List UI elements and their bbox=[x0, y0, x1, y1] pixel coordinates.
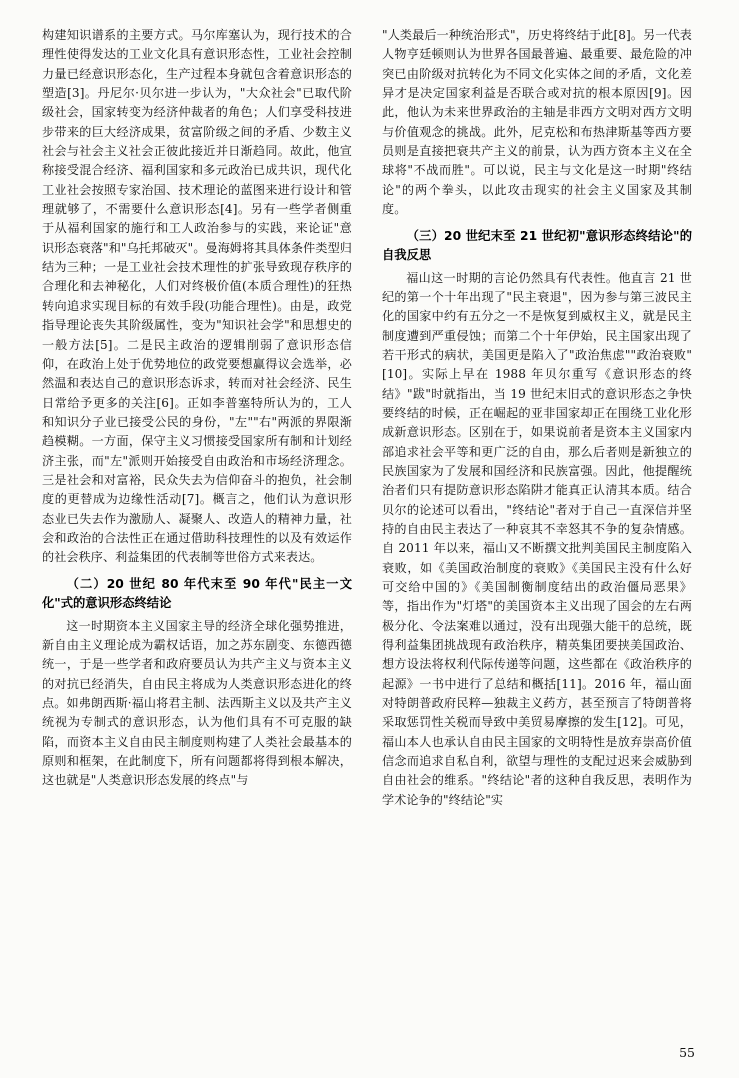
left-column bbox=[42, 26, 352, 1026]
paragraph: 这一时期资本主义国家主导的经济全球化强势推进，新自由主义理论成为霸权话语，加之苏东剧变、东德西德统一，于是一些学者和政府要员认为共产主义与资本主义的对抗已经消失，自由民主将成为人类意识形态进化的终点。如弗朗西斯·福山将君主制、法西斯主义以及共产主义统视为专制式的意识形态，认为他们具有不可克服的缺陷，而资本主义自由民主制度则构建了人类社会最基本的原则和框架，在此制度下，所有问题都将得到根本解决，这也就是"人类意识形态发展的终点"与 bbox=[42, 618, 352, 788]
paragraph: 福山这一时期的言论仍然具有代表性。他直言 21 世纪的第一个十年出现了"民主衰退"，因为参与第三波民主化的国家中约有五分之一不是恢复到威权主义，就是民主制度遭到严重侵蚀；而第二个十年伊始，民主国家出现了若干形式的病状，美国更是陷入了"政治焦虑""政治衰败"[10]。实际上早在 1988 年贝尔重写《意识形态的终结》"跋"时就指出，当 19 世纪末旧式的意识形态之争快要终结的时候，正在崛起的亚非国家却正在围绕工业化形成新意识形态。区别在于，如果说前者是资本主义国家内部追求社会平等和更广泛的自由，那么后者则是新独立的民族国家为了发展和国经济和民族富强。因此，他提醒统治者们只有提防意识形态陷阱才能真正认清其本质。结合贝尔的论述可以看出，"终结论"者对于自己一直深信并坚持的自由民主表达了一种哀其不幸怒其不争的复杂情感。自 2011 年以来，福山又不断撰文批判美国民主制度陷入衰败，如《美国政治制度的衰败》《美国民主没有什么好可交给中国的》《美国制衡制度结出的政治僵局恶果》等，指出作为"灯塔"的美国资本主义出现了国会的左右两极分化、令法案难以通过，没有出现强大能干的总统，既得利益集团挑战现有政治秩序，精英集团要挟美国政治、想方设法将权利代际传递等问题，这些都在《政治秩序的起源》一书中进行了总结和概括[11]。2016 年，福山面对特朗普政府民粹—独裁主义药方，甚至预言了特朗普将采取惩罚性关税而导致中美贸易摩擦的发生[12]。可见，福山本人也承认自由民主国家的文明特性是放弃崇高价值信念而追求自私自利，欲望与理性的支配过迟来会威胁到自由社会的维系。"终结论"者的这种自我反思，表明作为学术论争的"终结论"实 bbox=[382, 270, 692, 807]
right-column bbox=[382, 26, 692, 1026]
two-column-layout bbox=[42, 26, 695, 1026]
paragraph: "人类最后一种统治形式"，历史将终结于此[8]。另一代表人物亨廷顿则认为世界各国最普遍、最重要、最危险的冲突已由阶级对抗转化为不同文化实体之间的矛盾，文化差异才是决定国家利益是否联合或对抗的根本原因[9]。因此，他认为未来世界政治的主轴是非西方文明对西方文明与价值观念的挑战。此外，尼克松和布热津斯基等西方要员则是直接把衰共产主义的前景，认为西方资本主义在全球将"不战而胜"。可以说，民主与文化是这一时期"终结论"的两个拳头，以此攻击现实的社会主义国家及其制度。 bbox=[382, 28, 692, 217]
page-number: 55 bbox=[679, 1045, 695, 1060]
section-heading: （三）20 世纪末至 21 世纪初"意识形态终结论"的自我反思 bbox=[382, 228, 692, 263]
section-heading: （二）20 世纪 80 年代末至 90 年代"民主一文化"式的意识形态终结论 bbox=[42, 577, 352, 611]
paragraph: 构建知识谱系的主要方式。马尔库塞认为，现行技术的合理性使得发达的工业文化具有意识形态性，工业社会控制力量已经意识形态化，生产过程本身就包含着意识形态的塑造[3]。丹尼尔·贝尔进一步认为，"大众社会"已取代阶级社会，国家转变为经济仲裁者的角色；人们享受科技进步带来的巨大经济成果，贫富阶级之间的矛盾、少数主义社会与社会主义社会正彼此接近并日渐趋同。故此，他宣称接受混合经济、福利国家和多元政治已成共识，现代化工业社会按照专家治国、技术理论的蓝图来进行设计和管理就够了，不需要什么意识形态[4]。另有一些学者侧重于从福利国家的施行和工人政治参与的实践，来论证"意识形态衰落"和"乌托邦破灭"。曼海姆将其具体条件类型归结为三种；一是工业社会技术理性的扩张导致现存秩序的合理化和去神秘化，人们对终极价值(本质合理性)的狂热转向追求实现目标的有效手段(功能合理性)。由是，政党指导理论丧失其阶级属性，变为"知识社会学"和思想史的一般方法[5]。二是民主政治的逻辑削弱了意识形态信仰，在政治上处于优势地位的政党要想赢得议会选举，必然温和表达自己的意识形态诉求，转而对社会经济、民生日常给予更多的关注[6]。正如李普塞特所认为的，工人和知识分子业已接受公民的身份，"左""右"两派的界限渐趋模糊。一方面，保守主义习惯接受国家所有制和计划经济主张，而"左"派则开始接受自由政治和市场经济理念。三是社会和对富裕，民众失去为信仰奋斗的抱负，社会制度的更替成为边缘性活动[7]。概言之，他们认为意识形态业已失去作为激励人、凝聚人、改造人的精神力量，社会和政治的合法性正在通过借助科技理性的以及有效运作的社会秩序、利益集团的代表制等世俗方式来表达。 bbox=[42, 28, 352, 565]
